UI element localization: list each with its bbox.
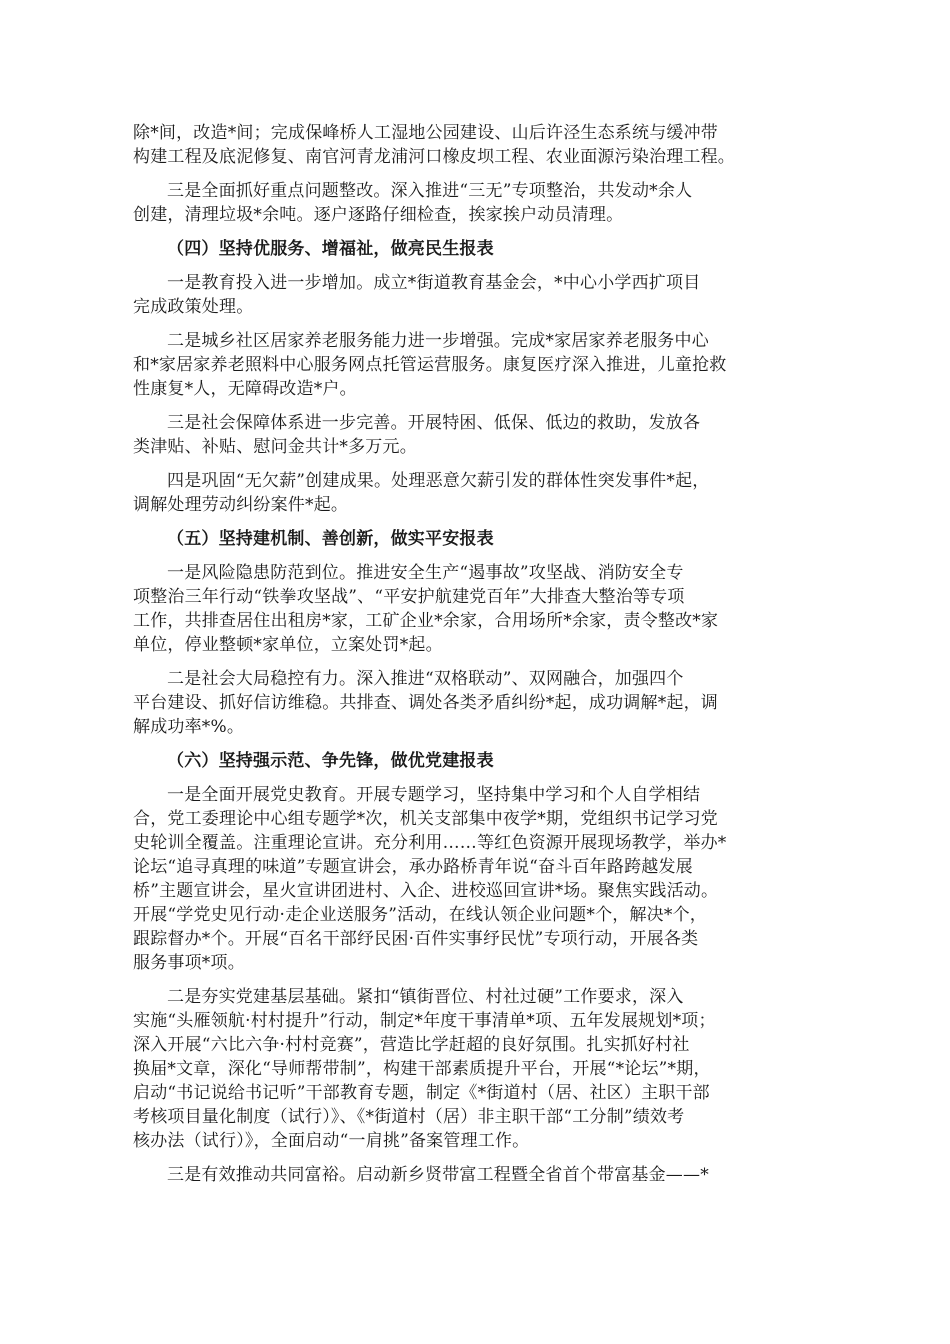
paragraph <box>133 561 817 657</box>
text-line: 和*家居家养老照料中心服务网点托管运营服务。康复医疗深入推进，儿童抢救 <box>133 355 727 375</box>
text-line: 换届*文章，深化“导师帮带制”，构建干部素质提升平台，开展“*论坛”*期， <box>133 1059 711 1079</box>
text-line: 桥”主题宣讲会，星火宣讲团进村、入企、进校巡回宣讲*场。聚焦实践活动。 <box>133 881 719 901</box>
text-line: 完成政策处理。 <box>133 297 254 317</box>
section-heading <box>133 237 817 261</box>
text-line: 单位，停业整顿*家单位，立案处罚*起。 <box>133 635 443 655</box>
paragraph <box>133 179 817 227</box>
text-line: 创建，清理垃圾*余吨。逐户逐路仔细检查，挨家挨户动员清理。 <box>133 205 624 225</box>
text-line: 史轮训全覆盖。注重理论宣讲。充分利用……等红色资源开展现场教学，举办* <box>133 833 727 853</box>
text-line: 三是有效推动共同富裕。启动新乡贤带富工程暨全省首个带富基金——* <box>167 1165 709 1185</box>
text-line: 一是教育投入进一步增加。成立*街道教育基金会，*中心小学西扩项目 <box>167 273 701 293</box>
document-page <box>133 121 817 1197</box>
section-heading <box>133 749 817 773</box>
text-line: 类津贴、补贴、慰问金共计*多万元。 <box>133 437 417 457</box>
paragraph <box>133 411 817 459</box>
text-line: 核办法（试行）》，全面启动“一肩挑”备案管理工作。 <box>133 1131 530 1151</box>
text-line: 实施“头雁领航·村村提升”行动，制定*年度干事清单*项、五年发展规划*项； <box>133 1011 716 1031</box>
section-heading <box>133 527 817 551</box>
paragraph <box>133 469 817 517</box>
text-line: （五）坚持建机制、善创新，做实平安报表 <box>167 529 494 549</box>
text-line: 二是社会大局稳控有力。深入推进“双格联动”、双网融合，加强四个 <box>167 669 684 689</box>
text-line: 二是夯实党建基层基础。紧扣“镇街晋位、村社过硬”工作要求，深入 <box>167 987 684 1007</box>
text-line: 启动“书记说给书记听”干部教育专题，制定《*街道村（居、社区）主职干部 <box>133 1083 710 1103</box>
text-line: 考核项目量化制度（试行）》、《*街道村（居）非主职干部“工分制”绩效考 <box>133 1107 685 1127</box>
text-line: 工作，共排查居住出租房*家，工矿企业*余家，合用场所*余家，责令整改*家 <box>133 611 719 631</box>
text-line: 论坛“追寻真理的味道”专题宣讲会，承办路桥青年说“奋斗百年路跨越发展 <box>133 857 693 877</box>
text-line: （四）坚持优服务、增福祉，做亮民生报表 <box>167 239 494 259</box>
paragraph <box>133 985 817 1153</box>
text-line: 三是全面抓好重点问题整改。深入推进“三无”专项整治，共发动*余人 <box>167 181 693 201</box>
paragraph <box>133 783 817 975</box>
text-line: 项整治三年行动“铁拳攻坚战”、“平安护航建党百年”大排查大整治等专项 <box>133 587 685 607</box>
text-line: 三是社会保障体系进一步完善。开展特困、低保、低边的救助，发放各 <box>167 413 701 433</box>
text-line: 解成功率*%。 <box>133 717 245 737</box>
text-line: 一是全面开展党史教育。开展专题学习，坚持集中学习和个人自学相结 <box>167 785 701 805</box>
paragraph <box>133 1163 817 1187</box>
text-line: （六）坚持强示范、争先锋，做优党建报表 <box>167 751 494 771</box>
text-line: 合，党工委理论中心组专题学*次，机关支部集中夜学*期，党组织书记学习党 <box>133 809 718 829</box>
paragraph <box>133 329 817 401</box>
text-line: 开展“学党史见行动·走企业送服务”活动，在线认领企业问题*个，解决*个， <box>133 905 707 925</box>
paragraph <box>133 667 817 739</box>
text-line: 跟踪督办*个。开展“百名干部纾民困·百件实事纾民忧”专项行动，开展各类 <box>133 929 699 949</box>
text-line: 二是城乡社区居家养老服务能力进一步增强。完成*家居家养老服务中心 <box>167 331 709 351</box>
text-line: 调解处理劳动纠纷案件*起。 <box>133 495 349 515</box>
paragraph <box>133 271 817 319</box>
text-line: 服务事项*项。 <box>133 953 245 973</box>
text-line: 性康复*人，无障碍改造*户。 <box>133 379 357 399</box>
text-line: 深入开展“六比六争·村村竞赛”，营造比学赶超的良好氛围。扎实抓好村社 <box>133 1035 690 1055</box>
text-line: 一是风险隐患防范到位。推进安全生产“遏事故”攻坚战、消防安全专 <box>167 563 684 583</box>
text-line: 除*间，改造*间；完成保峰桥人工湿地公园建设、山后许泾生态系统与缓冲带 <box>133 123 718 143</box>
text-line: 四是巩固“无欠薪”创建成果。处理恶意欠薪引发的群体性突发事件*起， <box>167 471 710 491</box>
paragraph <box>133 121 817 169</box>
text-line: 平台建设、抓好信访维稳。共排查、调处各类矛盾纠纷*起，成功调解*起，调 <box>133 693 718 713</box>
text-line: 构建工程及底泥修复、南官河青龙浦河口橡皮坝工程、农业面源污染治理工程。 <box>133 147 735 167</box>
